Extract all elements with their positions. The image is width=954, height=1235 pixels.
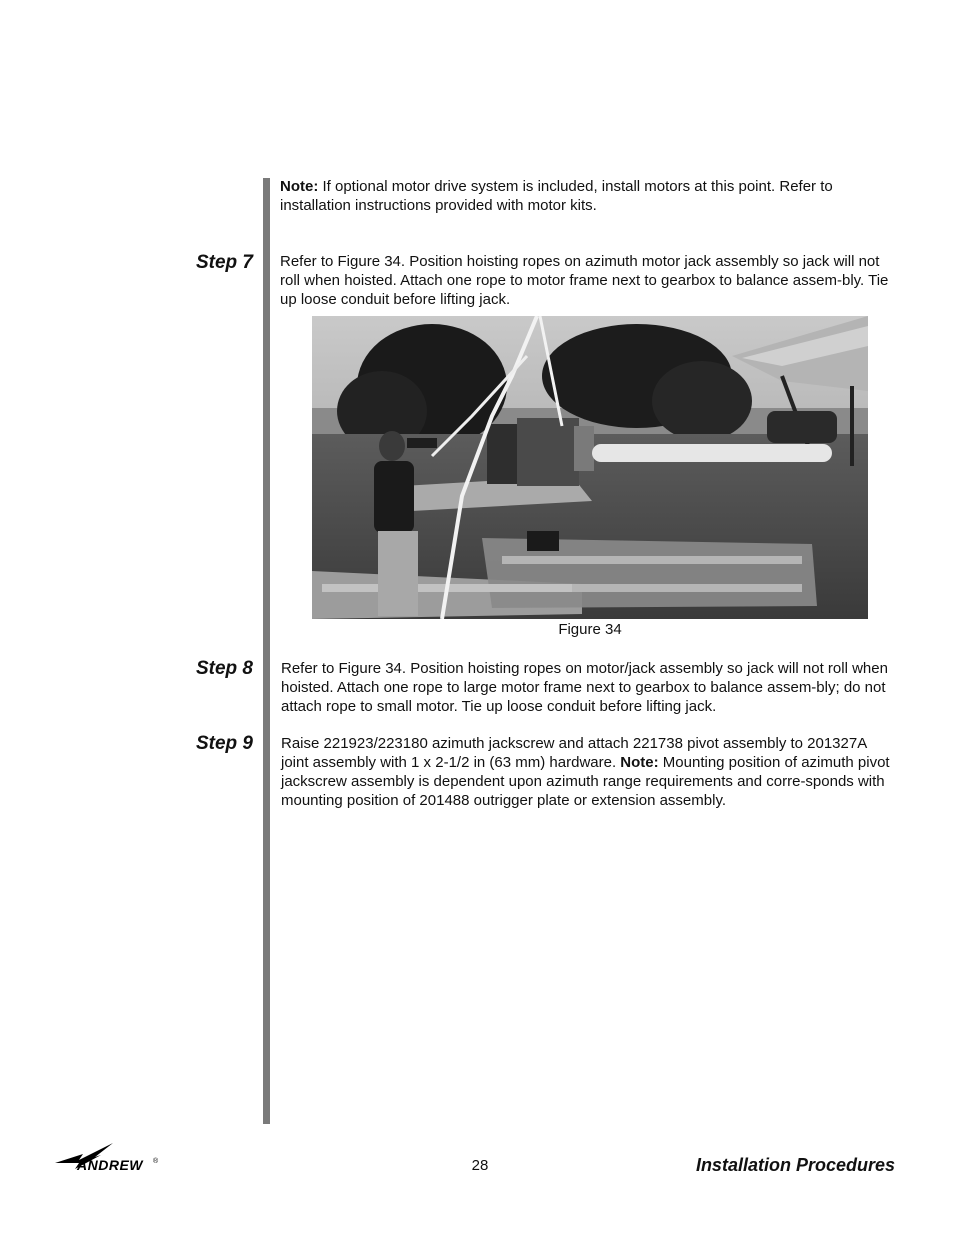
note-paragraph xyxy=(280,177,890,215)
step-9-label: Step 9 xyxy=(195,733,253,754)
andrew-logo-text: ANDREW xyxy=(77,1157,143,1173)
figure-34-photo xyxy=(312,316,868,619)
page-number: 28 xyxy=(471,1157,489,1174)
note-text: If optional motor drive system is included, install motors at this point. Refer to installation instructions provided with motor kits. xyxy=(280,178,833,214)
step-7-label: Step 7 xyxy=(195,252,253,273)
note-label: Note: xyxy=(280,178,319,195)
step-9-text-before: Raise 221923/223180 azimuth jackscrew and attach 221738 pivot assembly to 201327A joint assembly with 1 x 2-1/2 in (63 mm) hardware. xyxy=(281,735,867,771)
step-8-text: Refer to Figure 34. Position hoisting ropes on motor/jack assembly so jack will not roll when hoisted. Attach one rope to large motor frame next to gearbox to balance assem-bly; do not attach rope to small motor. Tie up loose conduit before lifting jack. xyxy=(281,660,888,715)
left-margin-rule xyxy=(263,178,270,1124)
figure-caption: Figure 34 xyxy=(558,621,622,638)
step-7-text: Refer to Figure 34. Position hoisting ropes on azimuth motor jack assembly so jack will not roll when hoisted. Attach one rope to motor frame next to gearbox to balance assem-bly. Tie up loose conduit before lifting jack. xyxy=(280,253,889,308)
step-9-text-after: Mounting position of azimuth pivot jackscrew assembly is dependent upon azimuth range requirements and corre-sponds with mounting position of 201488 outrigger plate or extension assembly. xyxy=(281,754,890,809)
section-title: Installation Procedures xyxy=(695,1155,895,1175)
step-9-text xyxy=(281,734,897,810)
step-9-note-label: Note: xyxy=(620,754,659,771)
step-8-label: Step 8 xyxy=(195,658,253,679)
registered-mark: ® xyxy=(153,1158,159,1165)
